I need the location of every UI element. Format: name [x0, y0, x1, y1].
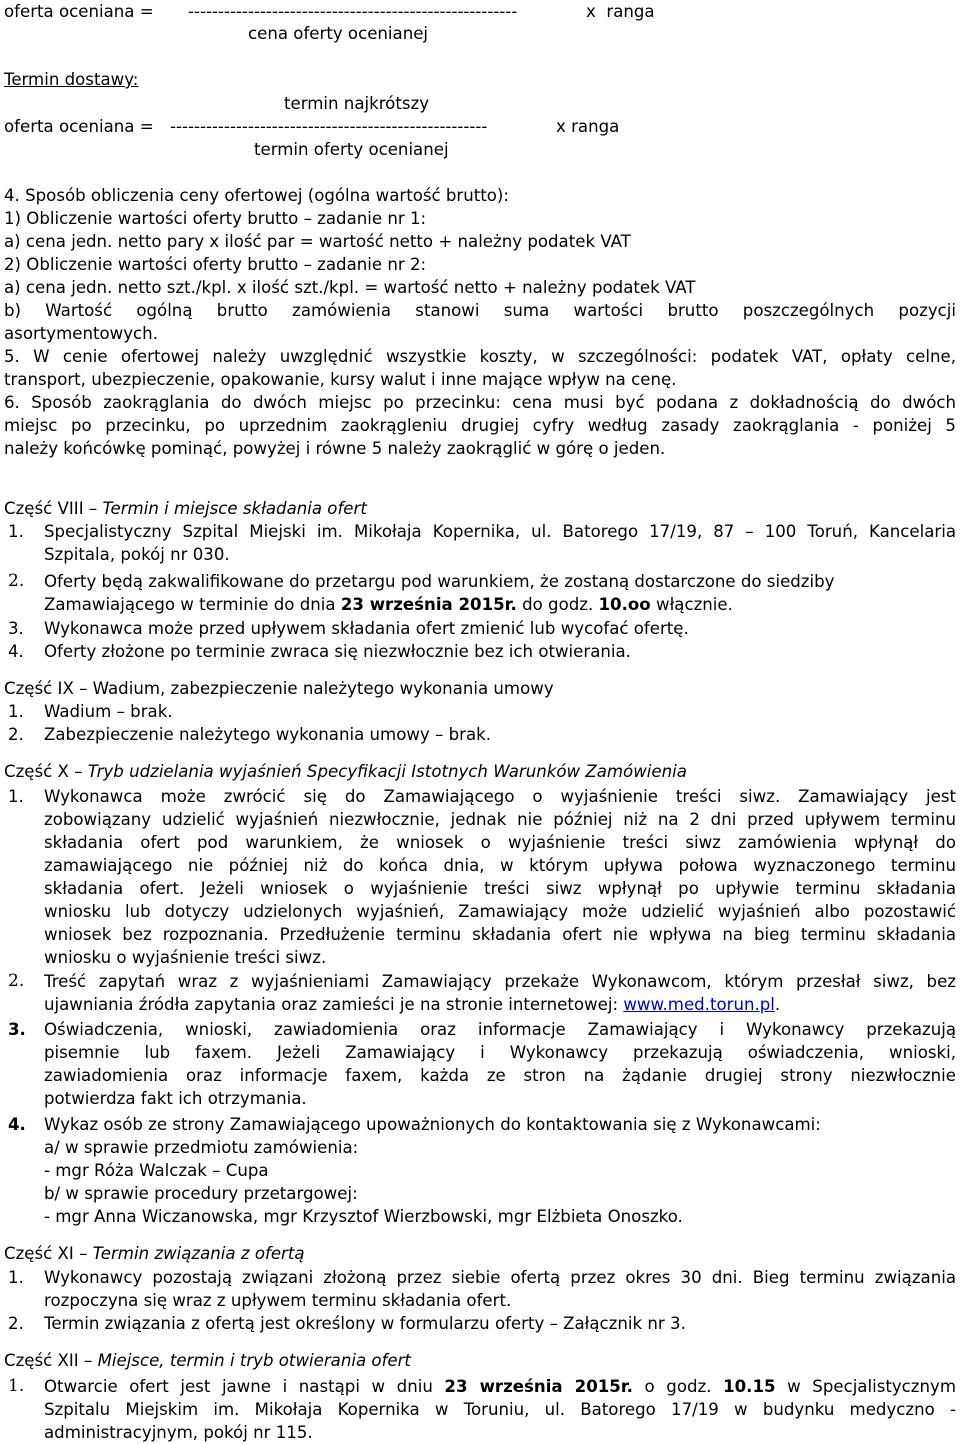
delivery-denominator: termin oferty ocenianej [254, 140, 449, 159]
formula-delivery-line: oferta oceniana = ----------------------------------------------------- x ranga [4, 117, 620, 136]
list-item: Wykonawca może przed upływem składania ofert zmienić lub wycofać ofertę. [44, 619, 689, 638]
list-number: 2. [8, 725, 24, 744]
list-item: składania ofert pod warunkiem, że wniosek o wyjaśnienie treści siwz zamówienia wpłynął do [44, 833, 956, 852]
list-item: Treść zapytań wraz z wyjaśnieniami Zamawiający przekaże Wykonawcom, którym przesłał siwz, bez [44, 972, 956, 991]
list-item: Termin związania z ofertą jest określony w formularzu oferty – Załącznik nr 3. [44, 1314, 686, 1333]
list-item: potwierdza fakt ich otrzymania. [44, 1089, 307, 1108]
list-number: 1. [8, 522, 24, 541]
list-item: Zabezpieczenie należytego wykonania umowy – brak. [44, 725, 492, 744]
delivery-numerator: termin najkrótszy [284, 94, 430, 113]
calc-line: 1) Obliczenie wartości oferty brutto – zadanie nr 1: [4, 209, 427, 228]
p6-line: miejsc po przecinku, po uprzednim zaokrągleniu drugiej cyfry według zasady zaokrąglania - poniżej 5 [4, 416, 956, 435]
list-number: 1. [8, 1268, 24, 1287]
calc-line: 2) Obliczenie wartości oferty brutto – zadanie nr 2: [4, 255, 427, 274]
list-item: Szpitalu Miejskim im. Mikołaja Kopernika w Toruniu, ul. Batorego 17/19 w budynku medyczno - [44, 1400, 956, 1419]
section-x-heading: Część X – Tryb udzielania wyjaśnień Specyfikacji Istotnych Warunków Zamówienia [4, 762, 687, 781]
p6-line: należy końcówkę pominąć, powyżej i równe 5 należy zaokrąglić w górę o jeden. [4, 439, 666, 458]
list-number: 2. [8, 971, 25, 991]
list-number: 2. [8, 1314, 24, 1333]
list-item: wniosku lub dotyczy udzielonych wyjaśnień, Zamawiający może udzielić wyjaśnień albo pozostawić [44, 902, 956, 921]
list-item: pisemnie lub faxem. Jeżeli Zamawiający i Wykonawcy przekazują oświadczenia, wnioski, [44, 1043, 956, 1062]
p6-line: 6. Sposób zaokrąglania do dwóch miejsc po przecinku: cena musi być podana z dokładnością do dwóch [4, 393, 956, 412]
calc-b-line: b) Wartość ogólną brutto zamówienia stanowi suma wartości brutto poszczególnych pozycji [4, 301, 956, 320]
section-ix-heading: Część IX – Wadium, zabezpieczenie należytego wykonania umowy [4, 679, 554, 698]
list-number: 1. [8, 787, 24, 806]
list-item: Zamawiającego w terminie do dnia 23 września 2015r. do godz. 10.oo włącznie. [44, 595, 733, 614]
list-item: ujawniania źródła zapytania oraz zamieści je na stronie internetowej: www.med.torun.pl. [44, 995, 781, 1014]
list-item: Oferty złożone po terminie zwraca się niezwłocznie bez ich otwierania. [44, 642, 631, 661]
list-number: 4. [8, 642, 24, 661]
section-viii-heading: Część VIII – Termin i miejsce składania ofert [4, 499, 367, 518]
list-item: wniosku o wyjaśnienie treści siwz. [44, 948, 327, 967]
list-item: zobowiązany udzielić wyjaśnień niezwłocznie, jednak nie później niż na 2 dni przed upływem terminu [44, 810, 956, 829]
list-item: a/ w sprawie przedmiotu zamówienia: [44, 1138, 359, 1157]
section-xi-heading: Część XI – Termin związania z ofertą [4, 1244, 305, 1263]
list-item: zawiadomienia oraz informacje faxem, każda ze stron na żądanie drugiej strony niezwłocznie [44, 1066, 956, 1085]
list-item: zamawiającego nie później niż do końca dnia, w którym upływa połowa wyznaczonego terminu [44, 856, 956, 875]
formula-price-line: oferta oceniana = ------------------------------------------------------- x ranga [4, 2, 655, 21]
list-item: Oświadczenia, wnioski, zawiadomienia oraz informacje Zamawiający i Wykonawcy przekazują [44, 1020, 956, 1039]
section-xii-heading: Część XII – Miejsce, termin i tryb otwierania ofert [4, 1351, 411, 1370]
list-item: Oferty będą zakwalifikowane do przetargu pod warunkiem, że zostaną dostarczone do siedziby [44, 572, 835, 591]
list-item: Specjalistyczny Szpital Miejski im. Mikołaja Kopernika, ul. Batorego 17/19, 87 – 100 Toruń, Kancelaria [44, 522, 956, 541]
list-item: Otwarcie ofert jest jawne i nastąpi w dniu 23 września 2015r. o godz. 10.15 w Specjalistycznym [44, 1377, 957, 1396]
p5-line: transport, ubezpieczenie, opakowanie, kursy walut i inne mające wpływ na cenę. [4, 370, 677, 389]
calc-line: 4. Sposób obliczenia ceny ofertowej (ogólna wartość brutto): [4, 186, 509, 205]
list-item: Wadium – brak. [44, 702, 173, 721]
calc-b-line: asortymentowych. [4, 324, 158, 343]
list-number: 4. [8, 1115, 26, 1134]
list-number: 3. [8, 619, 24, 638]
list-item: b/ w sprawie procedury przetargowej: [44, 1184, 358, 1203]
list-number: 2. [8, 571, 25, 591]
calc-line: a) cena jedn. netto szt./kpl. x ilość szt./kpl. = wartość netto + należny podatek VAT [4, 278, 696, 297]
website-link[interactable]: www.med.torun.pl [623, 995, 775, 1014]
list-item: Szpitala, pokój nr 030. [44, 545, 230, 564]
list-item: wniosek bez rozpoznania. Przedłużenie terminu składania ofert nie wpływa na bieg terminu składania [44, 925, 956, 944]
list-item: Wykaz osób ze strony Zamawiającego upoważnionych do kontaktowania się z Wykonawcami: [44, 1115, 821, 1134]
list-item: - mgr Anna Wiczanowska, mgr Krzysztof Wierzbowski, mgr Elżbieta Onoszko. [44, 1207, 683, 1226]
p5-line: 5. W cenie ofertowej należy uwzględnić wszystkie koszty, w szczególności: podatek VAT, opłaty celne, [4, 347, 956, 366]
list-item: - mgr Róża Walczak – Cupa [44, 1161, 269, 1180]
delivery-heading: Termin dostawy: [4, 70, 139, 89]
list-item: Wykonawca może zwrócić się do Zamawiającego o wyjaśnienie treści siwz. Zamawiający jest [44, 787, 956, 806]
list-number: 1. [8, 702, 24, 721]
list-item: składania ofert. Jeżeli wniosek o wyjaśnienie treści siwz wpłynął po upływie terminu składania [44, 879, 956, 898]
list-item: rozpoczyna się wraz z upływem terminu składania ofert. [44, 1291, 512, 1310]
list-number: 1. [8, 1376, 25, 1396]
formula-price-denominator: cena oferty ocenianej [248, 24, 429, 43]
list-item: Wykonawcy pozostają związani złożoną przez siebie ofertą przez okres 30 dni. Bieg terminu związania [44, 1268, 956, 1287]
calc-line: a) cena jedn. netto pary x ilość par = wartość netto + należny podatek VAT [4, 232, 631, 251]
list-number: 3. [8, 1020, 26, 1039]
list-item: administracyjnym, pokój nr 115. [44, 1423, 313, 1442]
